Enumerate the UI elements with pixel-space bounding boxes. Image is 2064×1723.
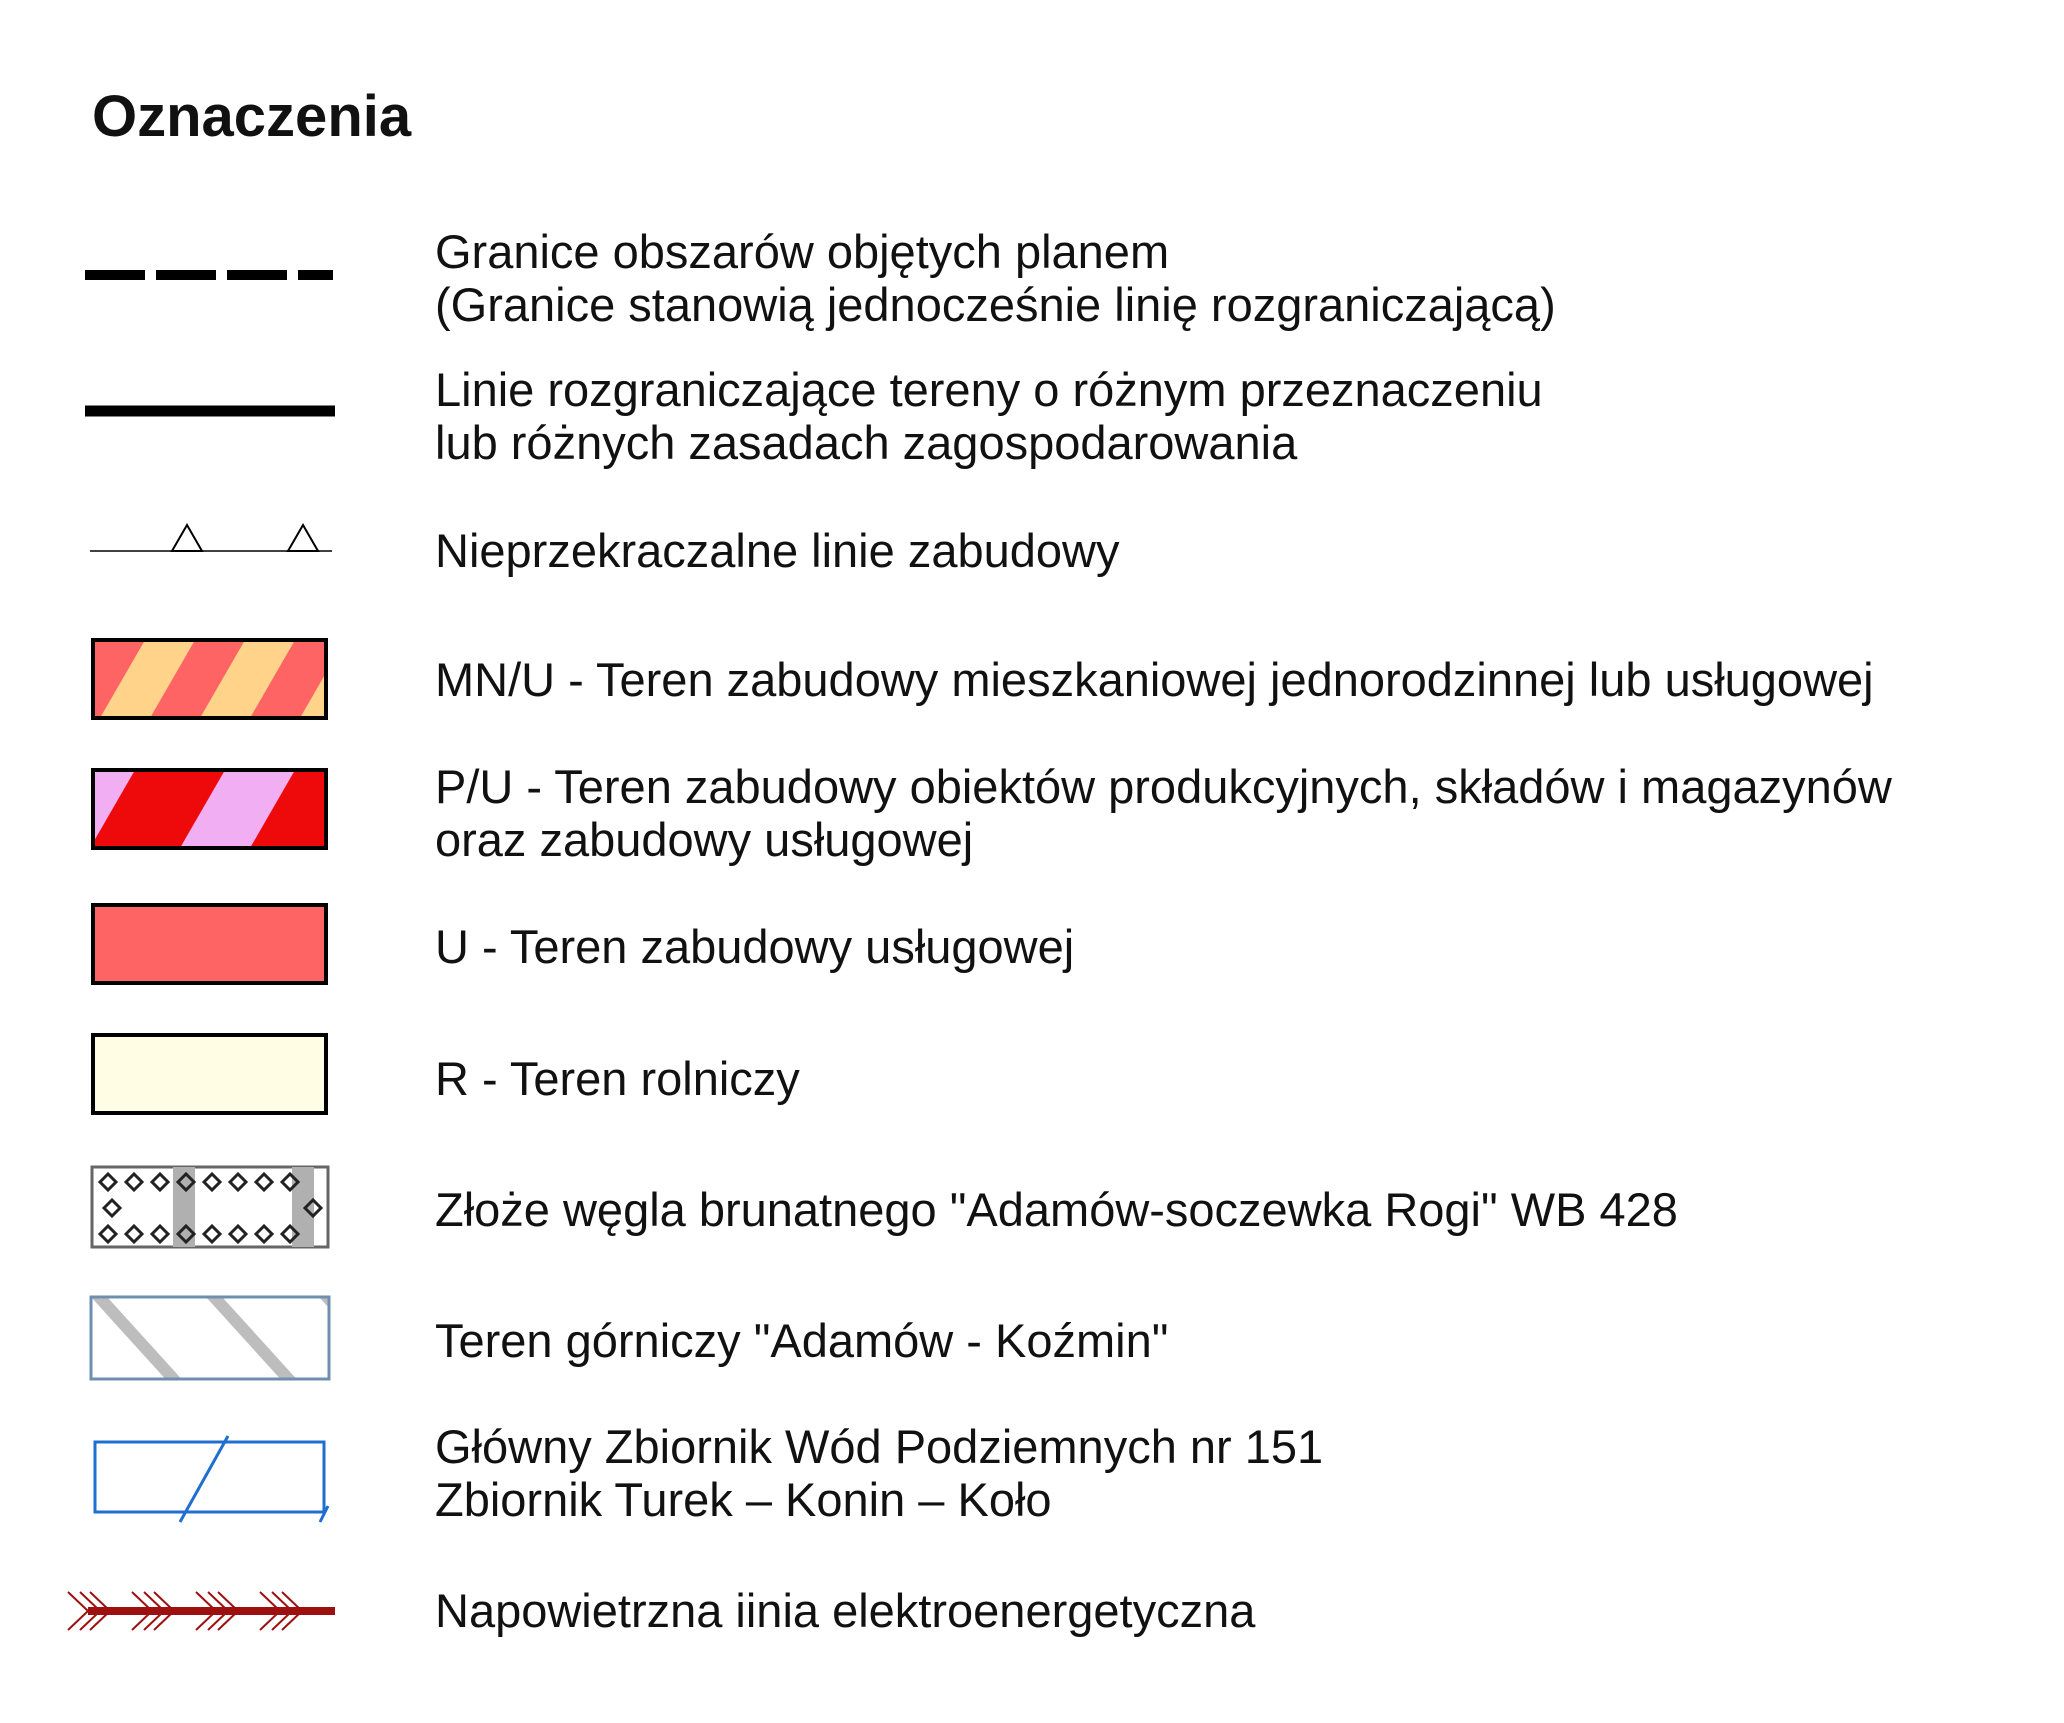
legend-item-groundwater: [435, 1420, 1323, 1526]
legend-text-line: lub różnych zasadach zagospodarowania: [435, 416, 1298, 469]
legend-item-coal-deposit: [435, 1183, 1678, 1236]
grey-diagonal-hatch-icon: [60, 1292, 350, 1402]
diamond-pattern-icon: [60, 1162, 350, 1272]
legend-text-line: (Granice stanowią jednocześnie linię rozgraniczającą): [435, 278, 1556, 331]
legend-text-line: oraz zabudowy usługowej: [435, 813, 974, 866]
fill-cream-icon: [60, 1030, 350, 1140]
legend-item-mining-area: [435, 1314, 1168, 1367]
legend-text-line: Nieprzekraczalne linie zabudowy: [435, 524, 1120, 577]
legend-title: Oznaczenia: [92, 84, 412, 149]
legend-text-line: Teren górniczy "Adamów - Koźmin": [435, 1314, 1169, 1367]
legend-text-line: Napowietrzna iinia elektroenergetyczna: [435, 1584, 1256, 1637]
blue-outline-slash-icon: [60, 1420, 350, 1530]
legend-item-u: [435, 920, 1074, 973]
fill-salmon-icon: [60, 900, 350, 1010]
legend-text-line: MN/U - Teren zabudowy mieszkaniowej jednorodzinnej lub usługowej: [435, 653, 1874, 706]
legend-item-division-lines: [435, 363, 1543, 469]
legend-item-pu: [435, 760, 1892, 866]
hatch-red-pink-icon: [60, 765, 350, 875]
legend-text-line: Złoże węgla brunatnego "Adamów-soczewka Rogi" WB 428: [435, 1183, 1678, 1236]
legend-item-building-lines: [435, 524, 1119, 577]
solid-boundary-line-icon: [60, 360, 350, 470]
legend-text-line: Zbiornik Turek – Konin – Koło: [435, 1473, 1052, 1526]
legend-text-line: Granice obszarów objętych planem: [435, 225, 1170, 278]
legend-item-r: [435, 1052, 800, 1105]
legend-item-plan-boundary: [435, 225, 1556, 331]
legend-item-mnu: [435, 653, 1874, 706]
building-line-triangles-icon: [60, 500, 350, 610]
power-line-chevrons-icon: [60, 1560, 350, 1670]
dashed-boundary-line-icon: [60, 225, 350, 335]
legend-text-line: Linie rozgraniczające tereny o różnym przeznaczeniu: [435, 363, 1543, 416]
legend-item-power-line: [435, 1584, 1255, 1637]
legend-text-line: P/U - Teren zabudowy obiektów produkcyjnych, składów i magazynów: [435, 760, 1892, 813]
legend-text-line: U - Teren zabudowy usługowej: [435, 920, 1075, 973]
legend-text-line: Główny Zbiornik Wód Podziemnych nr 151: [435, 1420, 1324, 1473]
hatch-salmon-yellow-icon: [60, 635, 350, 745]
legend-text-line: R - Teren rolniczy: [435, 1052, 800, 1105]
